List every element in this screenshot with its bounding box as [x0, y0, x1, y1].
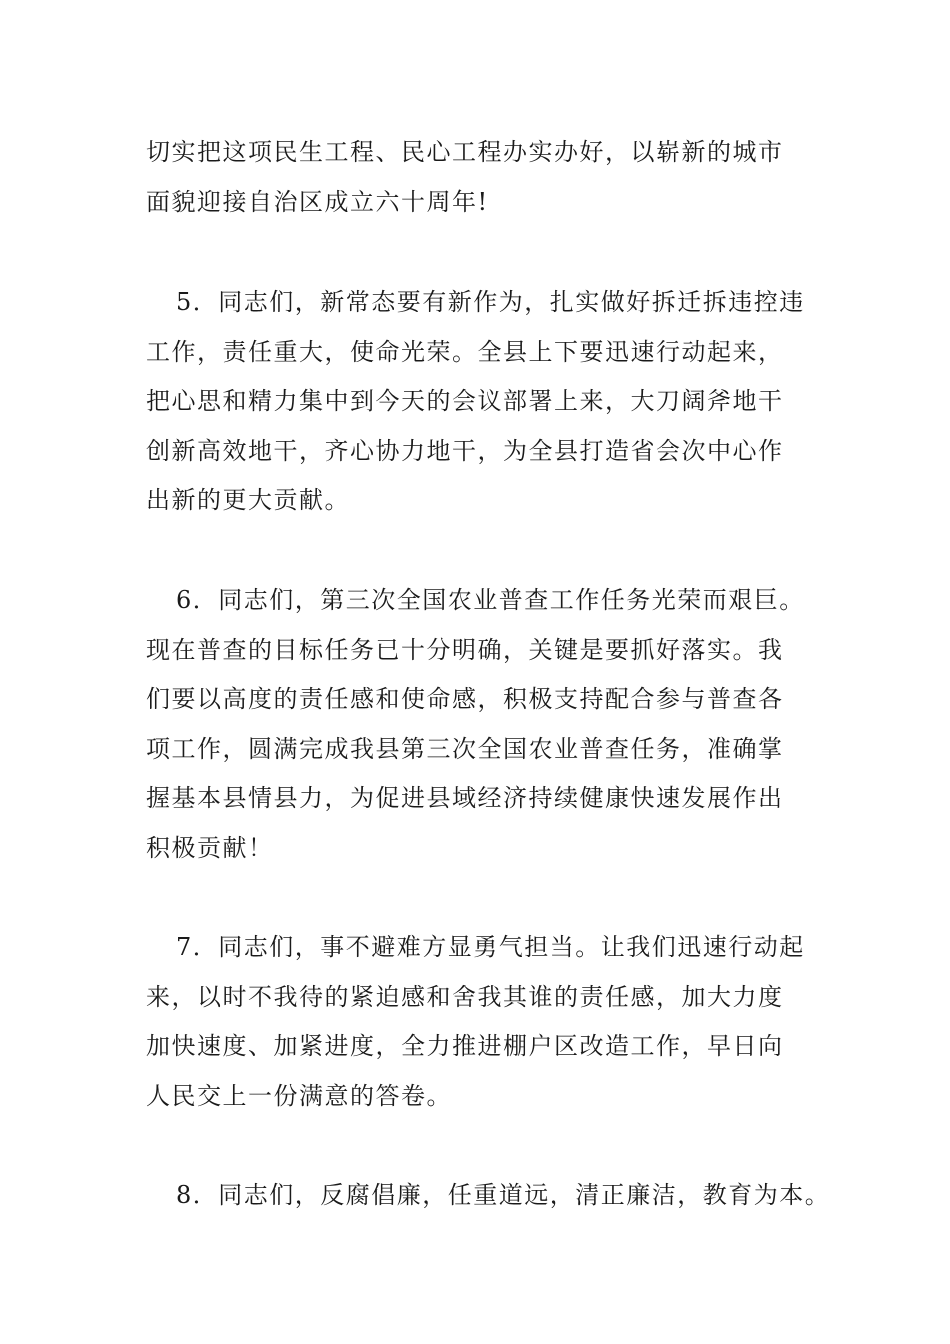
text-line: 工作，责任重大，使命光荣。全县上下要迅速行动起来，	[146, 337, 784, 366]
text-line: 人民交上一份满意的答卷。	[146, 1081, 452, 1110]
text-line: 6．同志们，第三次全国农业普查工作任务光荣而艰巨。	[176, 586, 805, 614]
text-line: 面貌迎接自治区成立六十周年!	[146, 187, 489, 216]
text-line: 现在普查的目标任务已十分明确，关键是要抓好落实。我	[146, 635, 784, 664]
paragraph-4-continuation	[146, 128, 826, 227]
text-line: 创新高效地干，齐心协力地干，为全县打造省会次中心作	[146, 436, 784, 465]
text-line: 来，以时不我待的紧迫感和舍我其谁的责任感，加大力度	[146, 982, 784, 1011]
paragraph-5	[146, 278, 826, 526]
text-line: 加快速度、加紧进度，全力推进棚户区改造工作，早日向	[146, 1032, 784, 1060]
text-line: 们要以高度的责任感和使命感，积极支持配合参与普查各	[146, 685, 784, 713]
text-line: 5．同志们，新常态要有新作为，扎实做好拆迁拆违控违	[176, 288, 805, 316]
text-line: 握基本县情县力，为促进县域经济持续健康快速发展作出	[146, 784, 784, 812]
paragraph-6	[146, 576, 826, 873]
text-line: 项工作，圆满完成我县第三次全国农业普查任务，准确掌	[146, 734, 784, 763]
text-line: 把心思和精力集中到今天的会议部署上来，大刀阔斧地干	[146, 387, 784, 415]
paragraph-8	[146, 1171, 831, 1221]
text-line: 8．同志们，反腐倡廉，任重道远，清正廉洁，教育为本。	[176, 1181, 831, 1209]
paragraph-7	[146, 923, 826, 1121]
text-line: 切实把这项民生工程、民心工程办实办好，以崭新的城市	[146, 138, 784, 166]
text-line: 积极贡献！	[146, 833, 274, 862]
text-line: 7．同志们，事不避难方显勇气担当。让我们迅速行动起	[176, 933, 805, 961]
text-line: 出新的更大贡献。	[146, 486, 350, 514]
